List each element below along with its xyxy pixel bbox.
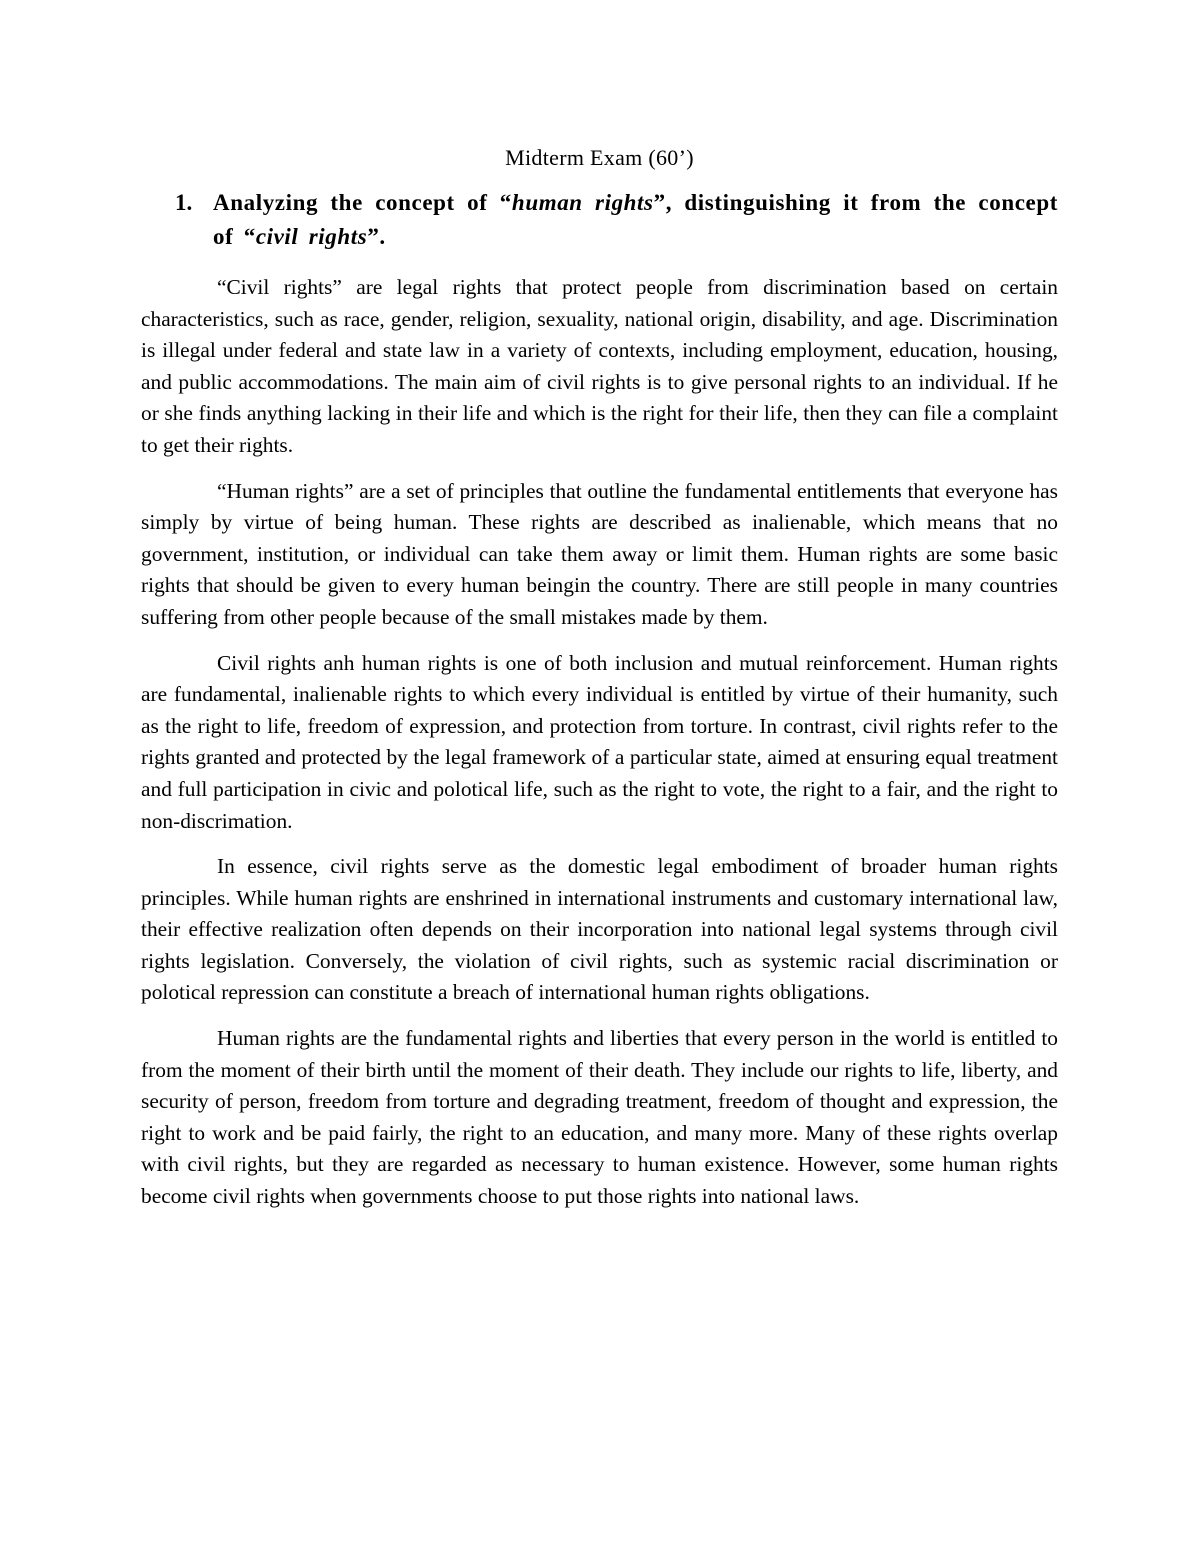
paragraph-human-rights-scope: Human rights are the fundamental rights and liberties that every person in the world is entitled to from the moment of their birth until the moment of their death. They include our rights to life, liberty, and security of person, freedom from torture and degrading treatment, freedom of thought and expression, the right to work and be paid fairly, the right to an education, and many more. Many of these rights overlap with civil rights, but they are regarded as necessary to human existence. However, some human rights become civil rights when governments choose to put those rights into national laws. xyxy=(141,1026,1058,1209)
paragraph-human-rights-definition: “Human rights” are a set of principles that outline the fundamental entitlements that everyone has simply by virtue of being human. These rights are described as inalienable, which means that no government, institution, or individual can take them away or limit them. Human rights are some basic rights that should be given to every human beingin the country. There are still people in many countries suffering from other people because of the small mistakes made by them. xyxy=(141,478,1058,629)
question-emphasis-civil-rights: civil rights xyxy=(255,224,368,249)
paragraph-essence: In essence, civil rights serve as the domestic legal embodiment of broader human rights principles. While human rights are enshrined in international instruments and customary international law, their effective realization often depends on their incorporation into national legal systems through civil rights legislation. Conversely, the violation of civil rights, such as systemic racial discrimination or polotical repression can constitute a breach of international human rights obligations. xyxy=(141,854,1058,1005)
exam-title: Midterm Exam (60’) xyxy=(505,145,694,170)
question-text-part-2: ”, distinguishing it from the concept of “ xyxy=(213,190,1059,249)
paragraph-relationship: Civil rights anh human rights is one of both inclusion and mutual reinforcement. Human rights are fundamental, inalienable rights to which every individual is entitled by virtue of their humanity, such as the right to life, freedom of expression, and protection from torture. In contrast, civil rights refer to the rights granted and protected by the legal framework of a particular state, aimed at ensuring equal treatment and full participation in civic and polotical life, such as the right to vote, the right to a fair, and the right to non-discrimation. xyxy=(141,650,1058,833)
document-body xyxy=(141,140,1058,1227)
question-text xyxy=(213,186,1058,254)
question-heading xyxy=(175,186,1058,254)
question-text-part-1: Analyzing the concept of “ xyxy=(213,190,512,215)
question-text-part-3: ”. xyxy=(367,224,386,249)
question-number: 1. xyxy=(175,190,193,215)
paragraph-civil-rights-definition: “Civil rights” are legal rights that protect people from discrimination based on certain characteristics, such as race, gender, religion, sexuality, national origin, disability, and age. Discrimination is illegal under federal and state law in a variety of contexts, including employment, education, housing, and public accommodations. The main aim of civil rights is to give personal rights to an individual. If he or she finds anything lacking in their life and which is the right for their life, then they can file a complaint to get their rights. xyxy=(141,275,1058,457)
question-emphasis-human-rights: human rights xyxy=(511,190,654,215)
